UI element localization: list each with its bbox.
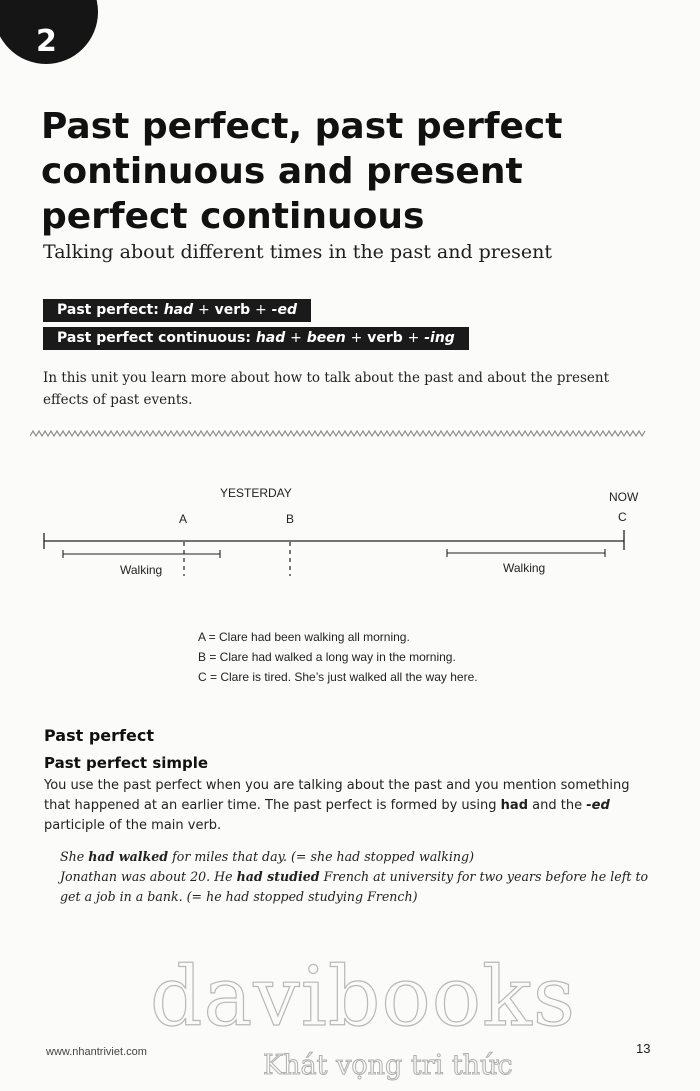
label-walking-left: Walking xyxy=(120,563,163,577)
form-plus: + xyxy=(350,330,363,346)
form-suffix: -ed xyxy=(271,302,297,318)
body-text-1: You use the past perfect when you are talking about the past and you mention something that happened at an earlier time. The past perfect is formed by using xyxy=(44,778,630,813)
label-point-c: C xyxy=(618,510,627,524)
label-walking-right: Walking xyxy=(503,561,546,575)
form-plus: + xyxy=(255,302,267,318)
example-bold: had studied xyxy=(236,869,320,884)
body-ed: -ed xyxy=(586,798,610,813)
page-title: Past perfect, past perfect continuous and present perfect continuous xyxy=(41,106,563,237)
example-text: for miles that day. (= she had stopped walking) xyxy=(172,849,475,864)
label-point-a: A xyxy=(179,512,188,526)
form-verb: verb xyxy=(367,330,403,346)
form-had: had xyxy=(255,330,286,346)
example-bold: had walked xyxy=(88,849,169,864)
example-text: She xyxy=(60,849,85,864)
body-text-2: and the xyxy=(532,798,583,813)
legend-item-a: A = Clare had been walking all morning. xyxy=(198,630,410,644)
zigzag-divider xyxy=(30,429,650,439)
footer-url: www.nhantriviet.com xyxy=(46,1046,147,1058)
label-point-b: B xyxy=(286,512,295,526)
form-past-perfect-continuous xyxy=(43,327,469,350)
example-text: French at university for two years before he left to get a job in a bank. (= he had stopped studying French) xyxy=(60,869,649,904)
watermark-brand: davibooks xyxy=(150,950,576,1045)
section-heading: Past perfect xyxy=(44,726,154,745)
form-past-perfect xyxy=(43,299,311,322)
form-label: Past perfect: xyxy=(57,302,159,318)
label-yesterday: YESTERDAY xyxy=(220,486,292,500)
form-verb: verb xyxy=(214,302,251,318)
body-had: had xyxy=(500,798,529,813)
legend-item-c: C = Clare is tired. She’s just walked all the way here. xyxy=(198,670,478,684)
section-body xyxy=(44,776,654,836)
form-label: Past perfect continuous: xyxy=(57,330,251,346)
timeline-legend xyxy=(198,627,478,687)
form-plus: + xyxy=(407,330,420,346)
example-1 xyxy=(60,847,670,867)
body-text-3: participle of the main verb. xyxy=(44,818,222,833)
form-been: been xyxy=(306,330,346,346)
form-had: had xyxy=(163,302,194,318)
timeline-diagram xyxy=(0,470,700,590)
intro-paragraph: In this unit you learn more about how to talk about the past and about the present effects of past events. xyxy=(43,370,609,408)
example-text: Jonathan was about 20. He xyxy=(60,869,233,884)
unit-number: 2 xyxy=(36,24,57,59)
label-now: NOW xyxy=(609,490,639,504)
form-plus: + xyxy=(290,330,302,346)
watermark-tagline: Khát vọng tri thức xyxy=(263,1050,513,1081)
section-subheading: Past perfect simple xyxy=(44,754,209,772)
example-2 xyxy=(60,867,670,907)
form-plus: + xyxy=(198,302,210,318)
page-number: 13 xyxy=(636,1041,651,1056)
form-suffix: -ing xyxy=(424,330,455,346)
examples-block xyxy=(60,847,670,907)
legend-item-b: B = Clare had walked a long way in the morning. xyxy=(198,650,456,664)
page-subtitle: Talking about different times in the past and present xyxy=(43,241,553,263)
